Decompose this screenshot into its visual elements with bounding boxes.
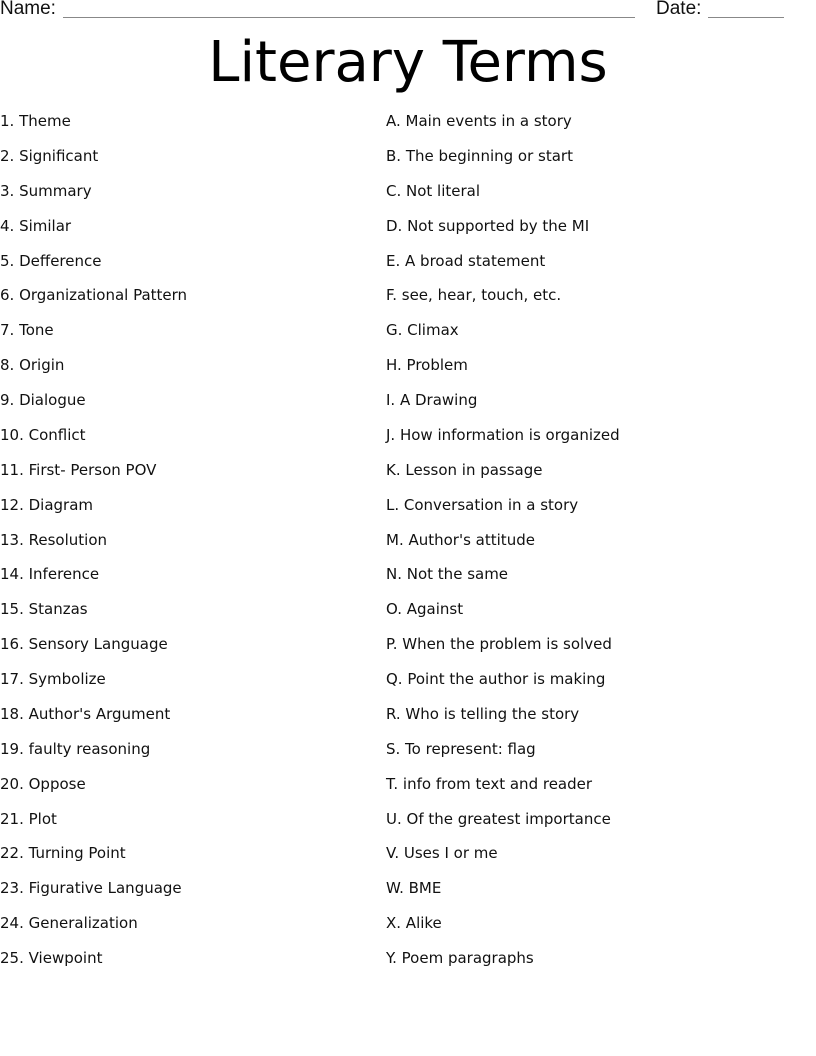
- definition-item: X. Alike: [386, 914, 442, 933]
- date-blank-line: [708, 17, 784, 18]
- term-item: 1. Theme: [0, 112, 71, 130]
- definition-item: O. Against: [386, 600, 464, 619]
- definition-item: B. The beginning or start: [386, 146, 573, 165]
- definition-item: P. When the problem is solved: [386, 635, 612, 654]
- name-label: Name:: [0, 0, 56, 19]
- definition-item: C. Not literal: [386, 181, 481, 200]
- term-item: 19. faulty reasoning: [0, 739, 151, 758]
- definition-item: W. BME: [386, 879, 442, 898]
- definition-item: Y. Poem paragraphs: [386, 949, 534, 967]
- term-item: 3. Summary: [0, 181, 92, 200]
- term-item: 11. First- Person POV: [0, 460, 157, 479]
- definition-item: J. How information is organized: [386, 425, 620, 444]
- definition-item: T. info from text and reader: [386, 774, 593, 793]
- term-item: 4. Similar: [0, 216, 72, 235]
- definition-item: L. Conversation in a story: [386, 495, 579, 514]
- terms-column: [0, 111, 370, 983]
- definition-item: G. Climax: [386, 321, 459, 340]
- definition-item: F. see, hear, touch, etc.: [386, 286, 562, 305]
- definition-item: R. Who is telling the story: [386, 704, 580, 723]
- definition-item: K. Lesson in passage: [386, 460, 543, 479]
- term-item: 14. Inference: [0, 565, 100, 584]
- date-label: Date:: [656, 0, 702, 19]
- definition-item: U. Of the greatest importance: [386, 809, 611, 828]
- page-title: Literary Terms: [208, 30, 608, 95]
- term-item: 13. Resolution: [0, 530, 107, 549]
- term-item: 23. Figurative Language: [0, 879, 182, 898]
- term-item: 16. Sensory Language: [0, 635, 168, 654]
- term-item: 9. Dialogue: [0, 391, 86, 409]
- term-item: 25. Viewpoint: [0, 949, 103, 967]
- term-item: 24. Generalization: [0, 914, 138, 933]
- term-item: 20. Oppose: [0, 774, 86, 793]
- term-item: 6. Organizational Pattern: [0, 286, 188, 305]
- term-item: 22. Turning Point: [0, 844, 126, 863]
- term-item: 15. Stanzas: [0, 600, 88, 619]
- term-item: 12. Diagram: [0, 495, 94, 514]
- definition-item: H. Problem: [386, 356, 468, 375]
- definition-item: E. A broad statement: [386, 251, 546, 270]
- definition-item: V. Uses I or me: [386, 844, 498, 863]
- term-item: 18. Author's Argument: [0, 704, 171, 723]
- term-item: 5. Defference: [0, 251, 102, 270]
- worksheet-header: [0, 0, 816, 24]
- definition-item: D. Not supported by the MI: [386, 216, 590, 235]
- definition-item: A. Main events in a story: [386, 112, 572, 130]
- name-blank-line: [63, 17, 635, 18]
- term-item: 2. Significant: [0, 146, 99, 165]
- term-item: 7. Tone: [0, 321, 54, 340]
- term-item: 17. Symbolize: [0, 670, 106, 688]
- definition-item: M. Author's attitude: [386, 530, 535, 549]
- definitions-column: [386, 111, 806, 983]
- term-item: 21. Plot: [0, 809, 57, 828]
- term-item: 10. Conflict: [0, 425, 86, 444]
- definition-item: Q. Point the author is making: [386, 670, 606, 688]
- definition-item: N. Not the same: [386, 565, 509, 584]
- definition-item: S. To represent: flag: [386, 739, 536, 758]
- term-item: 8. Origin: [0, 356, 65, 375]
- definition-item: I. A Drawing: [386, 391, 478, 409]
